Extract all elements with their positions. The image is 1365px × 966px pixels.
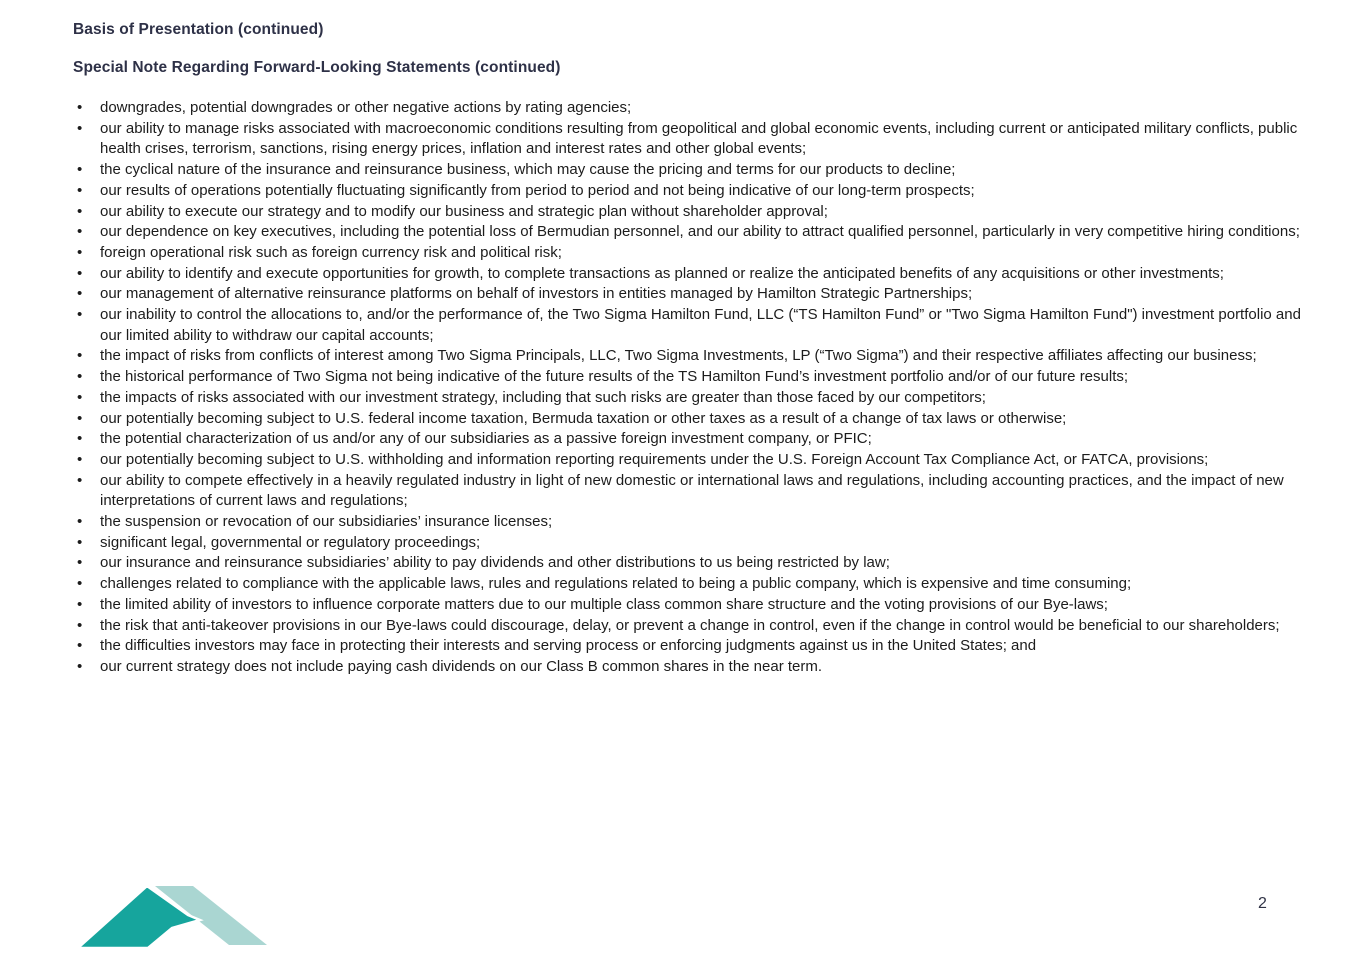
bullet-text: the difficulties investors may face in protecting their interests and serving process or enforcing judgments against us in the United States; and: [100, 637, 1037, 655]
bullet-item: [73, 512, 1305, 533]
bullet-text: foreign operational risk such as foreign currency risk and political risk;: [100, 243, 562, 261]
page-title: Basis of Presentation (continued): [73, 21, 324, 38]
bullet-text: the risk that anti-takeover provisions in our Bye-laws could discourage, delay, or prevent a change in control, even if the change in control would be beneficial to our shareholders;: [100, 616, 1280, 634]
bullet-item: [73, 657, 1305, 678]
hamilton-logo: [75, 882, 275, 952]
bullet-item: [73, 222, 1305, 243]
bullet-text: the impact of risks from conflicts of interest among Two Sigma Principals, LLC, Two Sigma Investments, LP (“Two Sigma”) and their respective affiliates affecting our business;: [100, 347, 1257, 365]
bullet-marker-icon: •: [77, 202, 83, 220]
bullet-text: the suspension or revocation of our subsidiaries’ insurance licenses;: [100, 513, 553, 531]
bullet-text: significant legal, governmental or regulatory proceedings;: [100, 533, 481, 551]
bullet-text: our dependence on key executives, including the potential loss of Bermudian personnel, and our ability to attract qualified personnel, particularly in very competitive hiring conditions;: [100, 223, 1300, 241]
bullet-marker-icon: •: [77, 637, 83, 655]
bullet-text: our potentially becoming subject to U.S. withholding and information reporting requirements under the U.S. Foreign Account Tax Compliance Act, or FATCA, provisions;: [100, 450, 1209, 468]
risk-factor-list: [73, 98, 1305, 678]
bullet-marker-icon: •: [77, 450, 83, 468]
bullet-text: the impacts of risks associated with our investment strategy, including that such risks are greater than those faced by our competitors;: [100, 388, 986, 406]
bullet-item: [73, 202, 1305, 223]
bullet-text: our results of operations potentially fluctuating significantly from period to period and not being indicative of our long-term prospects;: [100, 181, 975, 199]
bullet-marker-icon: •: [77, 347, 83, 365]
bullet-item: [73, 367, 1305, 388]
bullet-text: our current strategy does not include paying cash dividends on our Class B common shares in the near term.: [100, 657, 823, 675]
bullet-item: [73, 533, 1305, 554]
bullet-marker-icon: •: [77, 368, 83, 386]
bullet-text: the cyclical nature of the insurance and reinsurance business, which may cause the pricing and terms for our products to decline;: [100, 161, 956, 179]
page-number: 2: [1258, 895, 1267, 912]
bullet-text: the limited ability of investors to influence corporate matters due to our multiple class common share structure and the voting provisions of our Bye-laws;: [100, 595, 1108, 613]
bullet-marker-icon: •: [77, 223, 83, 241]
bullet-marker-icon: •: [77, 119, 83, 137]
bullet-item: [73, 450, 1305, 471]
bullet-marker-icon: •: [77, 181, 83, 199]
bullet-text: downgrades, potential downgrades or other negative actions by rating agencies;: [100, 99, 632, 116]
bullet-item: [73, 181, 1305, 202]
bullet-marker-icon: •: [77, 243, 83, 261]
bullet-item: [73, 388, 1305, 409]
bullet-item: [73, 553, 1305, 574]
bullet-marker-icon: •: [77, 264, 83, 282]
page-subtitle: Special Note Regarding Forward-Looking Statements (continued): [73, 59, 561, 76]
bullet-item: [73, 243, 1305, 264]
mountain-logo-icon: [75, 882, 275, 952]
bullet-text: our inability to control the allocations to, and/or the performance of, the Two Sigma Hamilton Fund, LLC (“TS Hamilton Fund” or "Two Sigma Hamilton Fund") investment portfolio and our limited ability to withdraw our capital accounts;: [100, 306, 1301, 344]
bullet-text: our ability to identify and execute opportunities for growth, to complete transactions as planned or realize the anticipated benefits of any acquisitions or other investments;: [100, 264, 1224, 282]
bullet-item: [73, 409, 1305, 430]
bullet-marker-icon: •: [77, 161, 83, 179]
bullet-marker-icon: •: [77, 388, 83, 406]
bullet-item: [73, 119, 1305, 160]
bullet-item: [73, 616, 1305, 637]
bullet-item: [73, 636, 1305, 657]
bullet-item: [73, 346, 1305, 367]
bullet-item: [73, 429, 1305, 450]
bullet-marker-icon: •: [77, 99, 83, 116]
bullet-marker-icon: •: [77, 657, 83, 675]
bullet-text: our ability to manage risks associated with macroeconomic conditions resulting from geopolitical and global economic events, including current or anticipated military conflicts, public health crises, terrorism, sanctions, rising energy prices, inflation and interest rates and other global events;: [100, 119, 1298, 158]
bullet-text: our insurance and reinsurance subsidiaries’ ability to pay dividends and other distributions to us being restricted by law;: [100, 554, 890, 572]
bullet-item: [73, 574, 1305, 595]
bullet-marker-icon: •: [77, 471, 83, 489]
bullet-text: our ability to execute our strategy and to modify our business and strategic plan without shareholder approval;: [100, 202, 828, 220]
bullet-text: the potential characterization of us and/or any of our subsidiaries as a passive foreign investment company, or PFIC;: [100, 430, 872, 448]
bullet-marker-icon: •: [77, 306, 83, 324]
bullet-item: [73, 264, 1305, 285]
bullet-text: our potentially becoming subject to U.S. federal income taxation, Bermuda taxation or other taxes as a result of a change of tax laws or otherwise;: [100, 409, 1067, 427]
bullet-text: challenges related to compliance with the applicable laws, rules and regulations related to being a public company, which is expensive and time consuming;: [100, 575, 1132, 593]
bullet-marker-icon: •: [77, 616, 83, 634]
bullet-text: our management of alternative reinsurance platforms on behalf of investors in entities managed by Hamilton Strategic Partnerships;: [100, 285, 973, 303]
bullet-text: the historical performance of Two Sigma not being indicative of the future results of the TS Hamilton Fund’s investment portfolio and/or of our future results;: [100, 368, 1129, 386]
bullet-marker-icon: •: [77, 513, 83, 531]
bullet-item: [73, 595, 1305, 616]
bullet-item: [73, 471, 1305, 512]
bullet-marker-icon: •: [77, 575, 83, 593]
bullet-item: [73, 98, 1305, 119]
bullet-marker-icon: •: [77, 533, 83, 551]
bullet-item: [73, 160, 1305, 181]
bullet-marker-icon: •: [77, 430, 83, 448]
bullet-item: [73, 305, 1305, 346]
bullet-marker-icon: •: [77, 595, 83, 613]
bullet-marker-icon: •: [77, 285, 83, 303]
bullet-marker-icon: •: [77, 554, 83, 572]
bullet-item: [73, 284, 1305, 305]
bullet-text: our ability to compete effectively in a heavily regulated industry in light of new domestic or international laws and regulations, including accounting practices, and the impact of new interpretations of current laws and regulations;: [100, 471, 1284, 510]
bullet-marker-icon: •: [77, 409, 83, 427]
